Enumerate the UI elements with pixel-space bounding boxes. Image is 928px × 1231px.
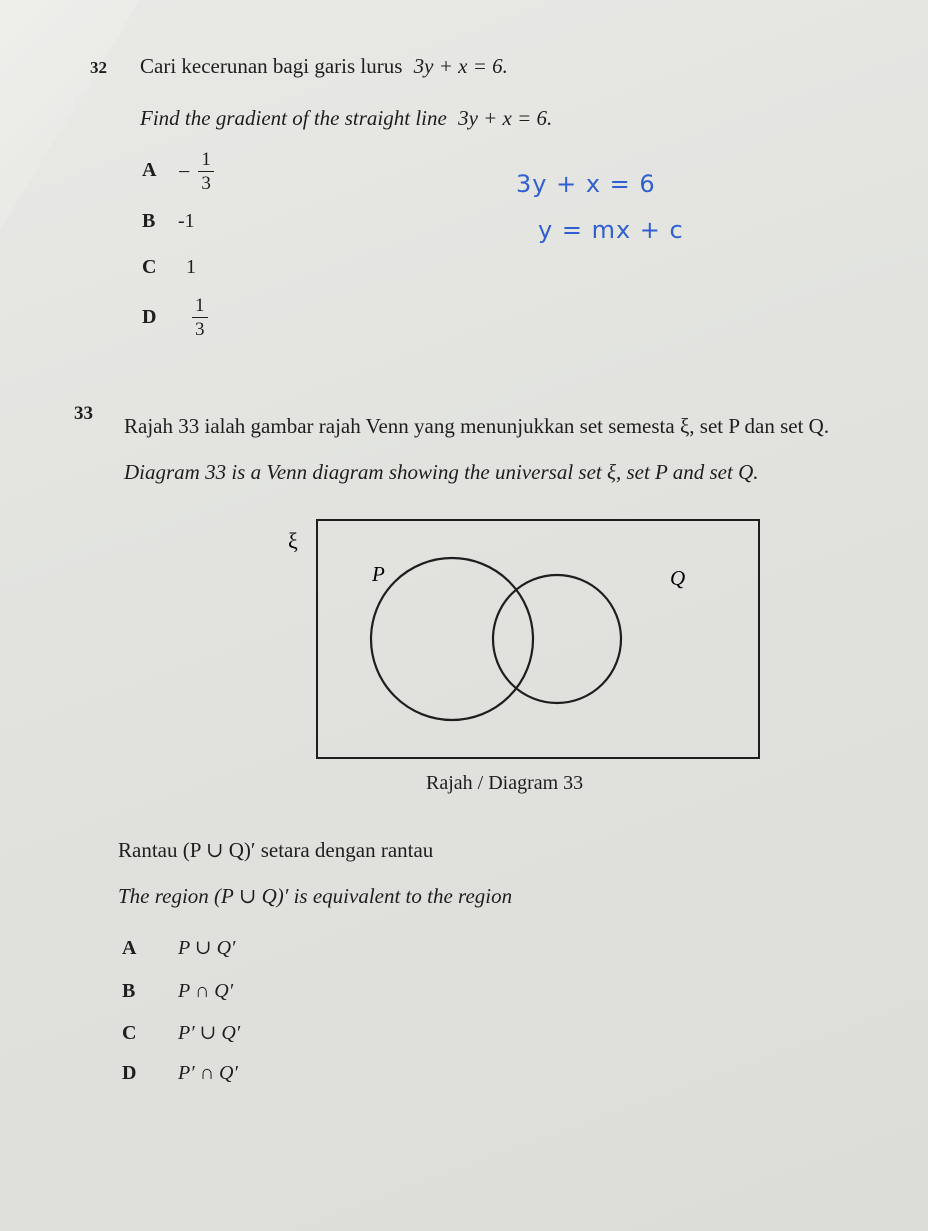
- question-32-stem-english-text: Find the gradient of the straight line: [140, 106, 447, 130]
- question-32-stem-malay: [140, 54, 508, 79]
- question-32-number: 32: [90, 58, 107, 77]
- set-p-label: P: [372, 562, 385, 586]
- set-p-circle: [371, 558, 533, 720]
- q32-option-d-denominator: 3: [195, 318, 205, 340]
- q32-option-a-sign: −: [178, 158, 191, 184]
- question-33-stem-malay: Rajah 33 ialah gambar rajah Venn yang menunjukkan set semesta ξ, set P dan set Q.: [124, 414, 830, 438]
- q32-option-c-value: 1: [186, 256, 196, 278]
- q33-option-a-value: P ∪ Q′: [178, 937, 236, 959]
- q32-option-d[interactable]: [142, 296, 208, 340]
- handwritten-equation: 3y + x = 6: [516, 170, 656, 198]
- question-33-number: 33: [74, 403, 93, 424]
- q33-option-d[interactable]: [122, 1062, 238, 1085]
- q33-option-b-value: P ∩ Q′: [178, 980, 234, 1002]
- set-q-label: Q: [670, 566, 686, 590]
- q32-option-d-numerator: 1: [192, 296, 208, 318]
- q32-option-a[interactable]: [142, 150, 214, 194]
- q33-option-c[interactable]: [122, 1020, 240, 1045]
- q32-option-d-fraction: [192, 296, 208, 340]
- handwritten-line-form: y = mx + c: [538, 216, 684, 244]
- venn-diagram: [280, 515, 770, 765]
- page-corner-shade: [0, 0, 140, 230]
- question-33-region-english: The region (P ∪ Q)′ is equivalent to the region: [118, 884, 513, 908]
- question-32-stem-malay-text: Cari kecerunan bagi garis lurus: [140, 54, 403, 78]
- question-33-stem-english: Diagram 33 is a Venn diagram showing the universal set ξ, set P and set Q.: [124, 460, 759, 484]
- q32-option-b-value: -1: [178, 210, 195, 232]
- q33-option-b-letter: B: [122, 980, 136, 1002]
- q32-option-d-letter: D: [142, 306, 157, 329]
- q33-option-d-letter: D: [122, 1062, 137, 1084]
- q32-option-c[interactable]: [142, 256, 196, 279]
- universal-set-box: [317, 520, 759, 758]
- question-32-equation-malay: 3y + x = 6.: [413, 54, 508, 78]
- question-32-stem-english: [140, 106, 552, 131]
- q33-option-c-value: P′ ∪ Q′: [178, 1022, 241, 1044]
- q33-option-c-letter: C: [122, 1022, 137, 1044]
- q32-option-a-numerator: 1: [198, 150, 214, 172]
- universal-set-label: ξ: [288, 528, 298, 553]
- diagram-caption: Rajah / Diagram 33: [426, 772, 584, 794]
- q33-option-a[interactable]: [122, 935, 235, 960]
- q32-option-b-letter: B: [142, 210, 156, 232]
- question-32-equation-english: 3y + x = 6.: [458, 106, 553, 130]
- q33-option-d-value: P′ ∩ Q′: [178, 1062, 238, 1084]
- q32-option-a-letter: A: [142, 158, 157, 181]
- q32-option-b[interactable]: [142, 210, 195, 233]
- question-33-region-malay: Rantau (P ∪ Q)′ setara dengan rantau: [118, 838, 434, 862]
- q32-option-a-denominator: 3: [201, 172, 211, 194]
- q33-option-a-letter: A: [122, 937, 137, 959]
- set-q-circle: [493, 575, 621, 703]
- q32-option-c-letter: C: [142, 256, 157, 278]
- q33-option-b[interactable]: [122, 980, 233, 1003]
- q32-option-a-fraction: [198, 150, 214, 194]
